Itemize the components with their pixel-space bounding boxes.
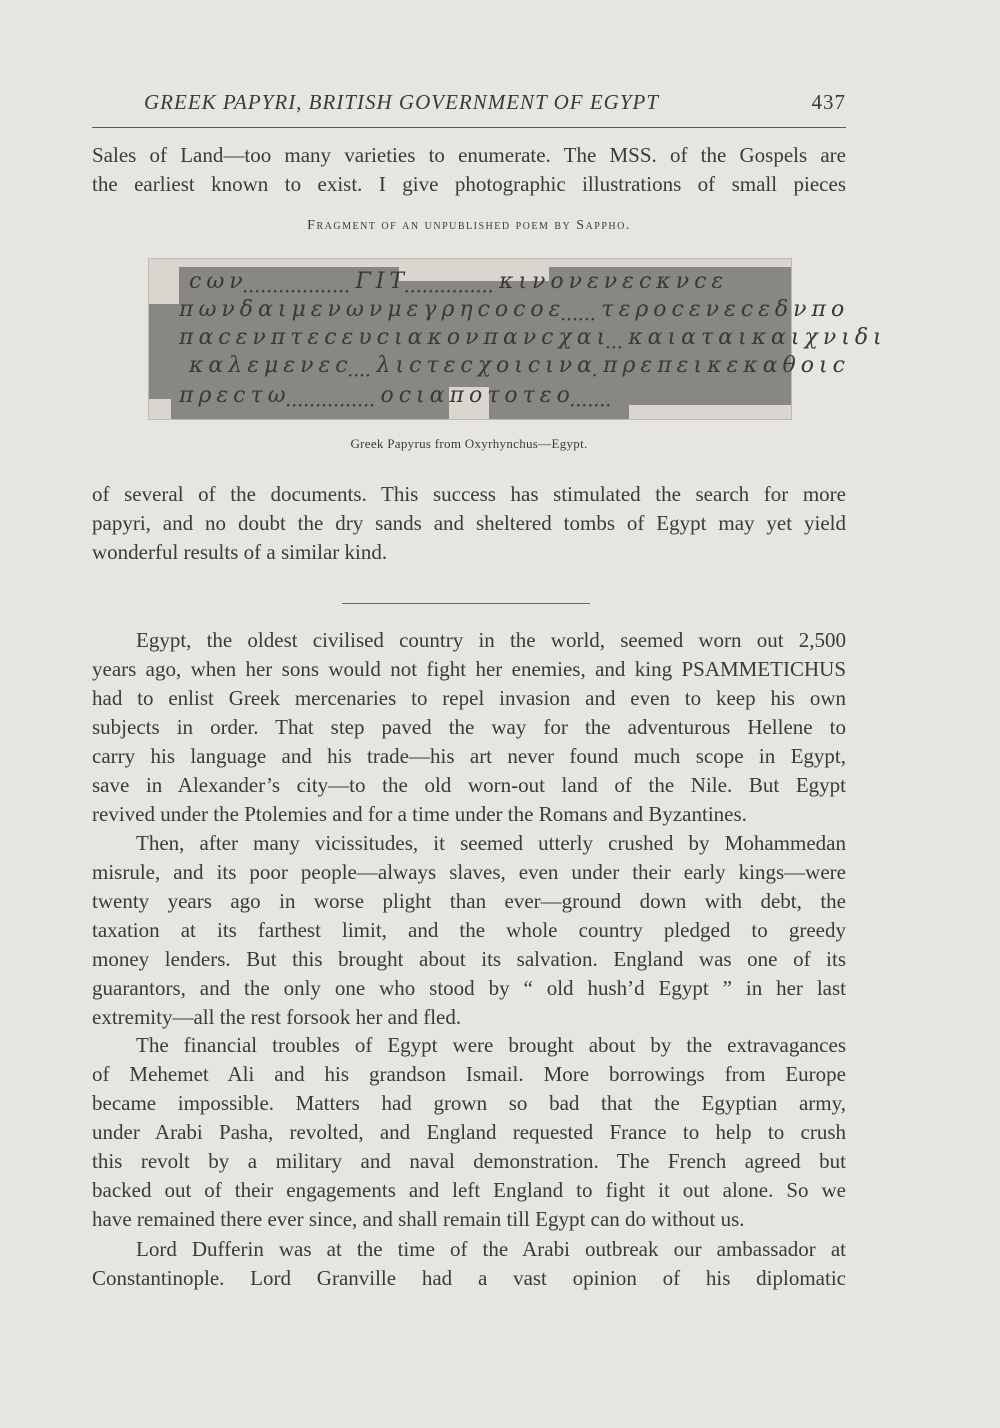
text-line: had to enlist Greek mercenaries to repel invasion and even to keep his own	[92, 686, 846, 710]
text-line: of Mehemet Ali and his grandson Ismail. More borrowings from Europe	[92, 1062, 846, 1086]
text-line: money lenders. But this brought about its salvation. England was one of its	[92, 947, 846, 971]
text-line: The financial troubles of Egypt were brought about by the extravagances	[136, 1033, 846, 1057]
text-line: wonderful results of a similar kind.	[92, 540, 388, 564]
page-number: 437	[811, 90, 846, 114]
text-line: Egypt, the oldest civilised country in the world, seemed worn out 2,500	[136, 628, 846, 652]
text-line: revived under the Ptolemies and for a time under the Romans and Byzantines.	[92, 802, 747, 826]
header-rule	[92, 127, 846, 128]
text-line: backed out of their engagements and left England to fight it out alone. So we	[92, 1178, 846, 1202]
intro-text	[92, 141, 846, 199]
running-head-title: GREEK PAPYRI, BRITISH GOVERNMENT OF EGYPT	[144, 90, 660, 114]
after-figure-text	[92, 480, 846, 567]
figure-caption: Fragment of an unpublished poem by Sappho.	[307, 218, 631, 233]
paragraph-1	[92, 626, 846, 829]
text-line: subjects in order. That step paved the way for the adventurous Hellene to	[92, 715, 846, 739]
paragraph-4	[92, 1235, 846, 1293]
text-line: guarantors, and the only one who stood by “ old hush’d Egypt ” in her last	[92, 976, 846, 1000]
text-line: of several of the documents. This success has stimulated the search for more	[92, 482, 846, 506]
text-line: Lord Dufferin was at the time of the Arabi outbreak our ambassador at	[136, 1237, 846, 1261]
text-line: became impossible. Matters had grown so bad that the Egyptian army,	[92, 1091, 846, 1115]
papyrus-photograph: ϲ ω ν ̣ ̣ ̣ ̣ ̣ ̣ ̣ ̣ ̣ ̣ ̣ ̣ ̣ ̣ ̣ ̣ ̣ ̣ Γ Ι Τ ̣ ̣ ̣ ̣ ̣ ̣ ̣ ̣ ̣ ̣ ̣ ̣ ̣ ̣ ̣ κ ι ν ο ν ε ν ε ϲ κ ν ϲ ε π ω ν δ α ι μ ε ν ω ν μ ε γ ρ η ϲ ο ϲ ο ε ̣ ̣ ̣ ̣ ̣ ̣ τ ε ρ ο ϲ ε ν ε ϲ ε δ ν π ο π α ϲ ε ν π τ ε ϲ ε υ ϲ ι α κ ο ν π α ν ϲ χ α ι ̣ ̣ ̣ κ α ι α τ α ι κ α ι χ ν ι δ ι κ α λ ε μ ε ν ε ϲ ̣ ̣ ̣ ̣ λ ι ϲ τ ε ϲ χ ο ι ϲ ι ν α ̣ π ρ ε π ε ι κ ε κ α θ ο ι ϲ π ρ ε ϲ τ ω ̣ ̣ ̣ ̣ ̣ ̣ ̣ ̣ ̣ ̣ ̣ ̣ ̣ ̣ ̣ ο ϲ ι α π ο τ ο τ ε ο ̣ ̣ ̣ ̣ ̣ ̣ ̣	[148, 258, 792, 420]
text-line: years ago, when her sons would not fight her enemies, and king PSAMMETICHUS	[92, 657, 846, 681]
text-line: extremity—all the rest forsook her and fled.	[92, 1005, 462, 1029]
text-line: taxation at its farthest limit, and the whole country pledged to greedy	[92, 918, 846, 942]
text-line: Constantinople. Lord Granville had a vast opinion of his diplomatic	[92, 1266, 846, 1290]
paragraph-3	[92, 1031, 846, 1234]
text-line: misrule, and its poor people—always slaves, even under their early kings—were	[92, 860, 846, 884]
text-line: the earliest known to exist. I give photographic illustrations of small pieces	[92, 172, 846, 196]
text-line: save in Alexander’s city—to the old worn-out land of the Nile. But Egypt	[92, 773, 846, 797]
text-line: twenty years ago in worse plight than ever—ground down with debt, the	[92, 889, 846, 913]
text-line: Sales of Land—too many varieties to enumerate. The MSS. of the Gospels are	[92, 143, 846, 167]
text-line: carry his language and his trade—his art never found much scope in Egypt,	[92, 744, 846, 768]
image-caption: Greek Papyrus from Oxyrhynchus—Egypt.	[350, 436, 588, 451]
text-line: this revolt by a military and naval demonstration. The French agreed but	[92, 1149, 846, 1173]
text-line: have remained there ever since, and shall remain till Egypt can do without us.	[92, 1207, 745, 1231]
section-separator	[342, 603, 590, 604]
text-line: papyri, and no doubt the dry sands and sheltered tombs of Egypt may yet yield	[92, 511, 846, 535]
paragraph-2	[92, 829, 846, 1032]
text-line: Then, after many vicissitudes, it seemed utterly crushed by Mohammedan	[136, 831, 846, 855]
text-line: under Arabi Pasha, revolted, and England requested France to help to crush	[92, 1120, 846, 1144]
running-head	[92, 90, 846, 120]
